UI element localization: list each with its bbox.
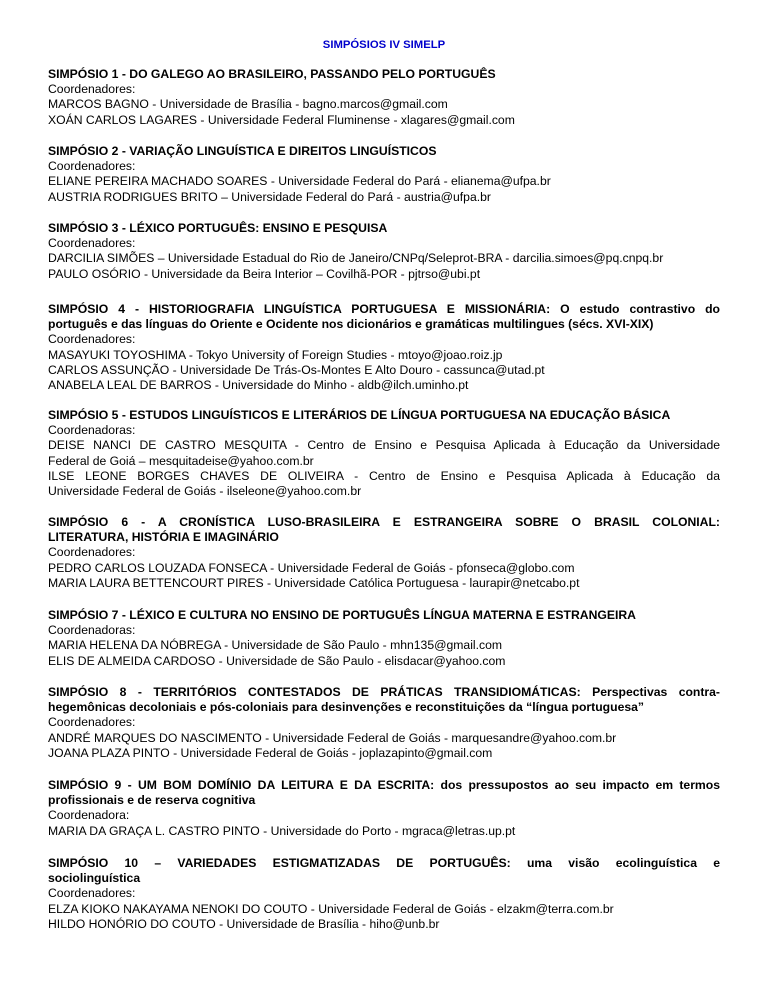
coordinator-entry: ANABELA LEAL DE BARROS - Universidade do Minho - aldb@ilch.uminho.pt — [48, 378, 469, 393]
symposium-10 — [48, 856, 720, 932]
coordinator-entry: ILSE LEONE BORGES CHAVES DE OLIVEIRA - Centro de Ensino e Pesquisa Aplicada à Educação da — [48, 468, 720, 483]
coordinator-entry: MARCOS BAGNO - Universidade de Brasília - bagno.marcos@gmail.com — [48, 97, 448, 112]
symposium-title: SIMPÓSIO 2 - VARIAÇÃO LINGUÍSTICA E DIREITOS LINGUÍSTICOS — [48, 144, 437, 158]
symposium-title-line2: hegemônicas decoloniais e pós-coloniais para desinvenções e reconstituições da “língua portuguesa” — [48, 700, 644, 715]
coordinator-entry: MARIA LAURA BETTENCOURT PIRES - Universidade Católica Portuguesa - laurapir@netcabo.pt — [48, 575, 580, 590]
symposium-title-line2: profissionais e de reserva cognitiva — [48, 793, 256, 808]
symposium-3 — [48, 221, 720, 282]
symposium-1 — [48, 67, 720, 128]
coordinator-entry: DEISE NANCI DE CASTRO MESQUITA - Centro de Ensino e Pesquisa Aplicada à Educação da Universidade — [48, 438, 720, 453]
symposium-4 — [48, 302, 720, 393]
coordinator-entry: PEDRO CARLOS LOUZADA FONSECA - Universidade Federal de Goiás - pfonseca@globo.com — [48, 560, 575, 575]
coordinator-entry: MARIA HELENA DA NÓBREGA - Universidade de São Paulo - mhn135@gmail.com — [48, 638, 503, 653]
coordinator-entry: CARLOS ASSUNÇÃO - Universidade De Trás-Os-Montes E Alto Douro - cassunca@utad.pt — [48, 362, 545, 377]
coordinators-label: Coordenadores: — [48, 715, 136, 730]
coordinator-entry: JOANA PLAZA PINTO - Universidade Federal de Goiás - joplazapinto@gmail.com — [48, 745, 493, 760]
coordinator-entry: ELZA KIOKO NAKAYAMA NENOKI DO COUTO - Universidade Federal de Goiás - elzakm@terra.com.br — [48, 901, 614, 916]
coordinators-label: Coordenadores: — [48, 886, 136, 901]
coordinator-entry: MARIA DA GRAÇA L. CASTRO PINTO - Universidade do Porto - mgraca@letras.up.pt — [48, 823, 516, 838]
symposium-title-line1: SIMPÓSIO 10 – VARIEDADES ESTIGMATIZADAS DE PORTUGUÊS: uma visão ecolinguística e — [48, 856, 720, 870]
coordinator-entry-continuation: Federal de Goiá – mesquitadeise@yahoo.com.br — [48, 453, 314, 468]
coordinator-entry: ELIANE PEREIRA MACHADO SOARES - Universidade Federal do Pará - elianema@ufpa.br — [48, 174, 551, 189]
coordinator-entry: DARCILIA SIMÕES – Universidade Estadual do Rio de Janeiro/CNPq/Seleprot-BRA - darcilia.simoes@pq.cnpq.br — [48, 251, 664, 266]
symposium-title: SIMPÓSIO 7 - LÉXICO E CULTURA NO ENSINO DE PORTUGUÊS LÍNGUA MATERNA E ESTRANGEIRA — [48, 608, 636, 622]
coordinator-entry-continuation: Universidade Federal de Goiás - ilseleone@yahoo.com.br — [48, 484, 362, 499]
coordinator-entry: AUSTRIA RODRIGUES BRITO – Universidade Federal do Pará - austria@ufpa.br — [48, 189, 491, 204]
coordinator-entry: HILDO HONÓRIO DO COUTO - Universidade de Brasília - hiho@unb.br — [48, 916, 440, 931]
coordinators-label: Coordenadoras: — [48, 423, 136, 438]
coordinators-label: Coordenadores: — [48, 332, 136, 347]
coordinator-entry: XOÁN CARLOS LAGARES - Universidade Federal Fluminense - xlagares@gmail.com — [48, 112, 515, 127]
symposium-title: SIMPÓSIO 1 - DO GALEGO AO BRASILEIRO, PASSANDO PELO PORTUGUÊS — [48, 67, 496, 81]
coordinators-label: Coordenadores: — [48, 159, 136, 174]
symposium-9 — [48, 778, 720, 839]
symposium-title: SIMPÓSIO 5 - ESTUDOS LINGUÍSTICOS E LITERÁRIOS DE LÍNGUA PORTUGUESA NA EDUCAÇÃO BÁSICA — [48, 408, 671, 422]
coordinators-label: Coordenadoras: — [48, 623, 136, 638]
coordinators-label: Coordenadores: — [48, 82, 136, 97]
coordinator-entry: PAULO OSÓRIO - Universidade da Beira Interior – Covilhã-POR - pjtrso@ubi.pt — [48, 266, 481, 281]
symposium-title-line2: sociolinguística — [48, 871, 141, 886]
coordinators-label: Coordenadores: — [48, 236, 136, 251]
symposium-7 — [48, 608, 720, 669]
symposium-title-line1: SIMPÓSIO 6 - A CRONÍSTICA LUSO-BRASILEIRA E ESTRANGEIRA SOBRE O BRASIL COLONIAL: — [48, 515, 720, 529]
symposium-title-line2: LITERATURA, HISTÓRIA E IMAGINÁRIO — [48, 530, 279, 545]
symposium-2 — [48, 144, 720, 205]
coordinator-entry: ANDRÉ MARQUES DO NASCIMENTO - Universidade Federal de Goiás - marquesandre@yahoo.com.br — [48, 730, 617, 745]
coordinator-entry: ELIS DE ALMEIDA CARDOSO - Universidade de São Paulo - elisdacar@yahoo.com — [48, 653, 506, 668]
document-title: SIMPÓSIOS IV SIMELP — [322, 39, 446, 51]
coordinators-label: Coordenadora: — [48, 808, 130, 823]
symposium-title-line1: SIMPÓSIO 9 - UM BOM DOMÍNIO DA LEITURA E DA ESCRITA: dos pressupostos ao seu impacto em termos — [48, 778, 720, 792]
symposium-title-line1: SIMPÓSIO 4 - HISTORIOGRAFIA LINGUÍSTICA PORTUGUESA E MISSIONÁRIA: O estudo contrastivo do — [48, 302, 720, 316]
symposium-title-line2: português e das línguas do Oriente e Ocidente nos dicionários e gramáticas multilingues (sécs. XVI-XIX) — [48, 317, 654, 332]
symposium-8 — [48, 685, 720, 761]
coordinator-entry: MASAYUKI TOYOSHIMA - Tokyo University of Foreign Studies - mtoyo@joao.roiz.jp — [48, 347, 503, 362]
coordinators-label: Coordenadores: — [48, 545, 136, 560]
symposium-6 — [48, 515, 720, 591]
symposium-title-line1: SIMPÓSIO 8 - TERRITÓRIOS CONTESTADOS DE PRÁTICAS TRANSIDIOMÁTICAS: Perspectivas contra- — [48, 685, 720, 699]
symposium-title: SIMPÓSIO 3 - LÉXICO PORTUGUÊS: ENSINO E PESQUISA — [48, 221, 388, 235]
symposium-5 — [48, 408, 720, 499]
